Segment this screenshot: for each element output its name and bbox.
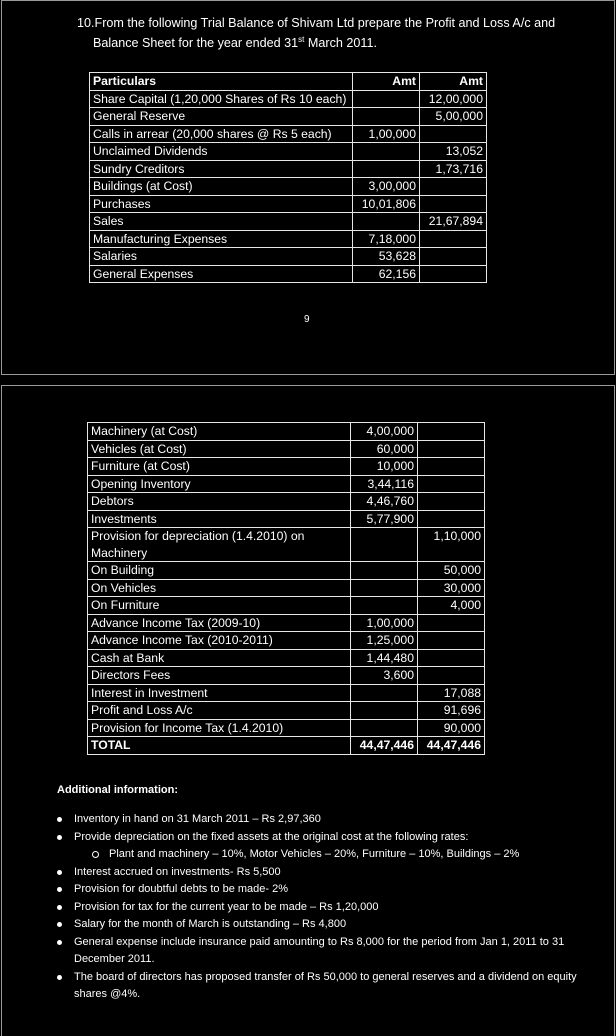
particulars: TOTAL — [88, 737, 351, 755]
debit-amount: 1,00,000 — [351, 614, 418, 632]
particulars: Buildings (at Cost) — [90, 178, 353, 196]
table-row — [90, 265, 487, 283]
note-item — [57, 969, 587, 1004]
credit-amount: 12,00,000 — [420, 90, 487, 108]
debit-amount — [351, 562, 418, 580]
header-amt-credit: Amt — [420, 73, 487, 91]
debit-amount — [351, 684, 418, 702]
particulars: Manufacturing Expenses — [90, 230, 353, 248]
note-text: Provision for tax for the current year to be made – Rs 1,20,000 — [74, 900, 379, 913]
table-row — [88, 458, 485, 476]
page-1 — [1, 0, 615, 375]
credit-amount: 4,000 — [418, 597, 485, 615]
note-item — [57, 829, 587, 847]
note-item — [57, 934, 587, 969]
particulars: Machinery (at Cost) — [88, 423, 351, 441]
credit-amount — [420, 195, 487, 213]
bullet-icon — [57, 905, 62, 910]
credit-amount: 13,052 — [420, 143, 487, 161]
bullet-icon — [57, 835, 62, 840]
credit-amount — [418, 667, 485, 685]
particulars: Calls in arrear (20,000 shares @ Rs 5 each) — [90, 125, 353, 143]
particulars: Debtors — [88, 493, 351, 511]
particulars: Sales — [90, 213, 353, 231]
table-row — [88, 649, 485, 667]
table-row — [90, 213, 487, 231]
debit-amount — [353, 213, 420, 231]
question-text — [77, 13, 555, 53]
credit-amount — [418, 423, 485, 441]
table-row — [90, 160, 487, 178]
debit-amount: 3,44,116 — [351, 475, 418, 493]
particulars: On Vehicles — [88, 579, 351, 597]
debit-amount: 1,44,480 — [351, 649, 418, 667]
credit-amount — [418, 510, 485, 528]
particulars: Advance Income Tax (2010-2011) — [88, 632, 351, 650]
particulars: On Building — [88, 562, 351, 580]
credit-amount — [418, 458, 485, 476]
debit-amount: 7,18,000 — [353, 230, 420, 248]
bullet-icon — [57, 887, 62, 892]
particulars: Cash at Bank — [88, 649, 351, 667]
debit-amount: 1,25,000 — [351, 632, 418, 650]
table-row — [88, 737, 485, 755]
sub-bullet-icon — [92, 851, 99, 858]
debit-amount: 53,628 — [353, 248, 420, 266]
particulars: Salaries — [90, 248, 353, 266]
particulars: Unclaimed Dividends — [90, 143, 353, 161]
particulars: Purchases — [90, 195, 353, 213]
question-line-1: 10.From the following Trial Balance of Shivam Ltd prepare the Profit and Loss A/c and — [77, 16, 556, 30]
note-text: Inventory in hand on 31 March 2011 – Rs 2,97,360 — [74, 813, 321, 825]
note-item — [57, 881, 587, 899]
credit-amount — [418, 475, 485, 493]
table-row — [90, 90, 487, 108]
note-text: Provision for doubtful debts to be made- 2% — [74, 883, 289, 895]
bullet-icon — [57, 817, 62, 822]
credit-amount: 91,696 — [418, 702, 485, 720]
header-particulars: Particulars — [90, 73, 353, 91]
debit-amount — [353, 160, 420, 178]
table-row — [90, 230, 487, 248]
table-row — [88, 667, 485, 685]
particulars: Provision for depreciation (1.4.2010) on Machinery — [88, 528, 351, 562]
particulars: Directors Fees — [88, 667, 351, 685]
credit-amount: 1,10,000 — [418, 528, 485, 562]
particulars: Interest in Investment — [88, 684, 351, 702]
note-text: The board of directors has proposed transfer of Rs 50,000 to general reserves and a dividend on equity shares @4%. — [74, 970, 577, 1000]
credit-amount — [420, 125, 487, 143]
particulars: Share Capital (1,20,000 Shares of Rs 10 each) — [90, 90, 353, 108]
table-row — [88, 614, 485, 632]
credit-amount: 17,088 — [418, 684, 485, 702]
credit-amount — [418, 632, 485, 650]
table-row — [88, 423, 485, 441]
credit-amount — [418, 649, 485, 667]
trial-balance-table-part-1 — [89, 72, 487, 283]
table-row — [88, 632, 485, 650]
note-item — [57, 846, 587, 864]
debit-amount: 1,00,000 — [353, 125, 420, 143]
particulars: Advance Income Tax (2009-10) — [88, 614, 351, 632]
particulars: Opening Inventory — [88, 475, 351, 493]
note-item — [57, 811, 587, 829]
trial-balance-table-part-2 — [87, 422, 485, 755]
table-row — [90, 108, 487, 126]
credit-amount: 21,67,894 — [420, 213, 487, 231]
credit-amount — [420, 230, 487, 248]
credit-amount — [420, 178, 487, 196]
particulars: Provision for Income Tax (1.4.2010) — [88, 719, 351, 737]
table-row — [88, 579, 485, 597]
debit-amount — [351, 719, 418, 737]
credit-amount — [418, 440, 485, 458]
note-text: Interest accrued on investments- Rs 5,500 — [74, 865, 281, 878]
table-row — [88, 719, 485, 737]
table-row — [88, 510, 485, 528]
credit-amount: 44,47,446 — [418, 737, 485, 755]
particulars: General Expenses — [90, 265, 353, 283]
page-number: 9 — [304, 314, 310, 325]
table-row — [88, 493, 485, 511]
particulars: On Furniture — [88, 597, 351, 615]
debit-amount — [353, 108, 420, 126]
debit-amount: 5,77,900 — [351, 510, 418, 528]
additional-info-heading: Additional information: — [57, 784, 178, 796]
note-text: General expense include insurance paid amounting to Rs 8,000 for the period from Jan 1, 2011 to 31 December 2011. — [74, 935, 565, 965]
particulars: Sundry Creditors — [90, 160, 353, 178]
table-row — [90, 195, 487, 213]
credit-amount — [420, 265, 487, 283]
debit-amount — [351, 579, 418, 597]
table-row — [88, 475, 485, 493]
note-text: Salary for the month of March is outstanding – Rs 4,800 — [74, 918, 347, 930]
debit-amount: 10,000 — [351, 458, 418, 476]
particulars: Furniture (at Cost) — [88, 458, 351, 476]
credit-amount — [420, 248, 487, 266]
debit-amount — [353, 143, 420, 161]
table-row — [90, 178, 487, 196]
bullet-icon — [57, 940, 62, 945]
debit-amount: 62,156 — [353, 265, 420, 283]
debit-amount — [351, 597, 418, 615]
particulars: General Reserve — [90, 108, 353, 126]
credit-amount — [418, 493, 485, 511]
debit-amount — [353, 90, 420, 108]
table-row — [88, 562, 485, 580]
debit-amount — [351, 528, 418, 562]
additional-info-list — [57, 811, 587, 1004]
debit-amount: 3,600 — [351, 667, 418, 685]
credit-amount — [418, 614, 485, 632]
debit-amount: 10,01,806 — [353, 195, 420, 213]
header-amt-debit: Amt — [353, 73, 420, 91]
credit-amount: 5,00,000 — [420, 108, 487, 126]
bullet-icon — [57, 922, 62, 927]
table-row — [88, 440, 485, 458]
question-line-2: Balance Sheet for the year ended 31st March 2011. — [93, 34, 377, 50]
credit-amount: 50,000 — [418, 562, 485, 580]
note-text: Provide depreciation on the fixed assets at the original cost at the following rates: — [74, 830, 469, 843]
debit-amount: 44,47,446 — [351, 737, 418, 755]
table-row — [88, 702, 485, 720]
table-header — [90, 73, 487, 91]
credit-amount: 1,73,716 — [420, 160, 487, 178]
table-row — [90, 143, 487, 161]
particulars: Vehicles (at Cost) — [88, 440, 351, 458]
debit-amount: 3,00,000 — [353, 178, 420, 196]
note-item — [57, 899, 587, 917]
particulars: Profit and Loss A/c — [88, 702, 351, 720]
bullet-icon — [57, 870, 62, 875]
note-text: Plant and machinery – 10%, Motor Vehicles – 20%, Furniture – 10%, Buildings – 2% — [109, 848, 520, 860]
table-row — [90, 248, 487, 266]
table-row — [88, 528, 485, 562]
table-row — [88, 684, 485, 702]
debit-amount: 60,000 — [351, 440, 418, 458]
bullet-icon — [57, 975, 62, 980]
particulars: Investments — [88, 510, 351, 528]
table-row — [88, 597, 485, 615]
credit-amount: 90,000 — [418, 719, 485, 737]
table-row — [90, 125, 487, 143]
credit-amount: 30,000 — [418, 579, 485, 597]
debit-amount — [351, 702, 418, 720]
debit-amount: 4,46,760 — [351, 493, 418, 511]
note-item — [57, 864, 587, 882]
note-item — [57, 916, 587, 934]
debit-amount: 4,00,000 — [351, 423, 418, 441]
